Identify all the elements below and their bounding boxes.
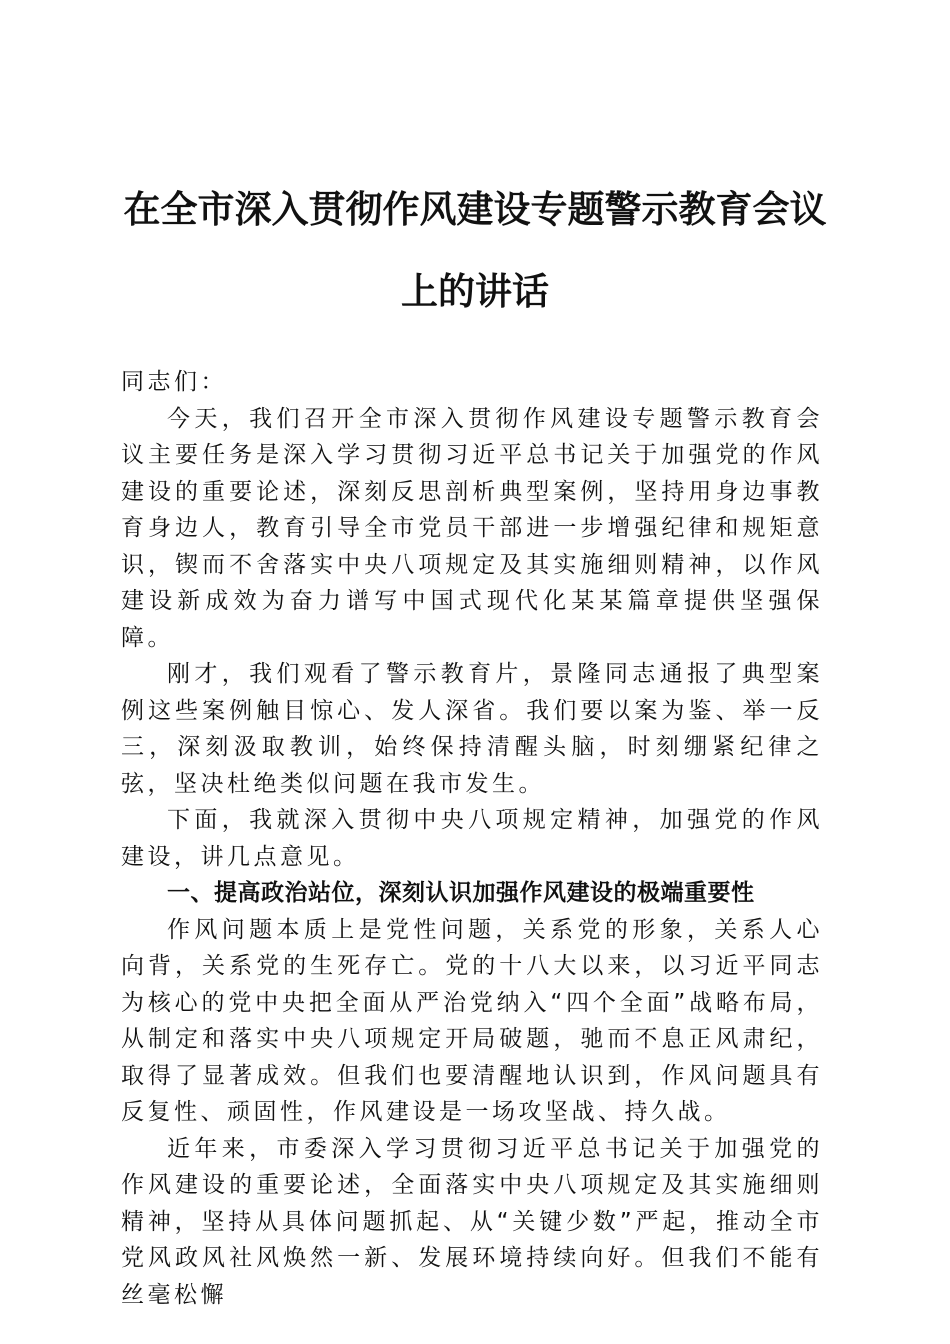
paragraph-outline: 下面，我就深入贯彻中央八项规定精神，加强党的作风建设，讲几点意见。 [121,807,823,870]
document-title: 在全市深入贯彻作风建设专题警示教育会议上的讲话 [123,187,827,313]
paragraph-warning-film: 刚才，我们观看了警示教育片，景隆同志通报了典型案例这些案例触目惊心、发人深省。我们要以案为鉴、举一反三，深刻汲取教训，始终保持清醒头脑，时刻绷紧纪律之弦，坚决杜绝类似问题在我市发生。 [121,661,823,797]
section-heading: 一、提高政治站位，深刻认识加强作风建设的极端重要性 [167,880,755,906]
paragraph-section-1: 作风问题本质上是党性问题，关系党的形象，关系人心向背，关系党的生死存亡。党的十八大以来，以习近平同志为核心的党中央把全面从严治党纳入“四个全面”战略布局，从制定和落实中央八项规定开局破题，驰而不息正风肃纪，取得了显著成效。但我们也要清醒地认识到，作风问题具有反复性、顽固性，作风建设是一场攻坚战、持久战。 [121,916,823,1125]
paragraph-intro: 今天，我们召开全市深入贯彻作风建设专题警示教育会议主要任务是深入学习贯彻习近平总书记关于加强党的作风建设的重要论述，深刻反思剖析典型案例，坚持用身边事教育身边人，教育引导全市党员干部进一步增强纪律和规矩意识，锲而不舍落实中央八项规定及其实施细则精神，以作风建设新成效为奋力谱写中国式现代化某某篇章提供坚强保障。 [121,405,823,651]
paragraph-section-2: 近年来，市委深入学习贯彻习近平总书记关于加强党的作风建设的重要论述，全面落实中央八项规定及其实施细则精神，坚持从具体问题抓起、从“关键少数”严起，推动全市党风政风社风焕然一新、发展环境持续向好。但我们不能有丝毫松懈 [121,1135,823,1308]
salutation: 同志们： [121,369,227,395]
document-body [121,364,823,1313]
